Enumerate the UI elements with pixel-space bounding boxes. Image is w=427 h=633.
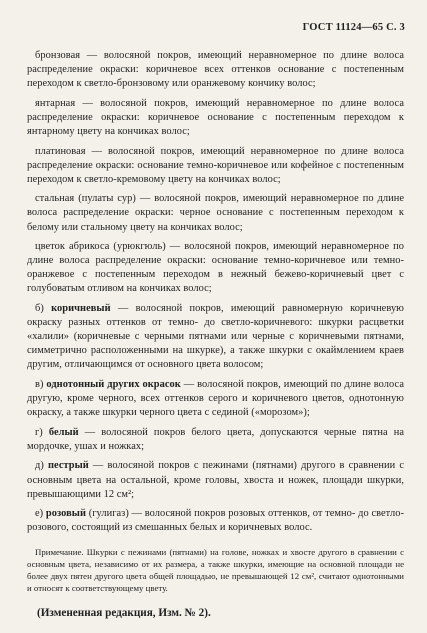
term: янтарная [35,97,76,109]
term: цветок абрикоса (урюкгюль) [35,241,166,253]
item-pink [27,507,404,535]
item-term: коричневый [51,303,111,314]
item-prefix: г) [35,426,43,438]
paragraph-platinum [27,145,404,187]
item-definition: — волосяной покров, имеющий по длине волоса другую, кроме черного, всех оттенков серого и коричневого цветов, однотонную окраску, а также шкурки черного цвета с сединой («морозом»); [27,378,404,419]
item-term: пестрый [48,460,89,472]
definition: — волосяной покров, имеющий неравномерное по длине волоса распределение окраски: черное основание с постепенным переходом к белому или стальному цвету на кончиках волос; [27,193,404,233]
item-single-tone [27,378,404,420]
page-header: ГОСТ 11124—65 С. 3 [302,22,405,33]
paragraph-steel [27,192,404,234]
term: стальная (пулаты сур) [35,193,136,205]
footnote-note: Примечание. Шкурки с пежинами (пятнами) на голове, ножках и хвосте другого в сравнении с основным цвета, независимо от их размера, а также шкурки, имеющие на основной площади не более двух пятен другого цвета общей площадью, не превышающей 12 см², считают однотонными и относят к соответствующему цвету. [27,547,404,593]
item-definition: — волосяной покров с пежинами (пятнами) другого в сравнении с основным цвета на остальной, кроме головы, хвоста и ножек, площади шкурки, превышающими 12 см²; [27,460,404,500]
item-term: розовый [45,508,87,520]
item-prefix: б) [35,303,44,314]
definition: — волосяной покров, имеющий неравномерное по длине волоса распределение окраски: основание темно-коричневое или темно-оранжевое с постепенным переходом в нежный бежево-коричневый цвет с голубоватым отливом на кончиках волос; [27,241,405,295]
item-term: однотонный других окрасок [46,378,181,390]
item-white [27,426,404,454]
item-prefix: е) [35,508,44,520]
term: платиновая [35,145,86,157]
document-body [27,49,404,619]
item-brown [27,302,404,372]
item-definition: (гулигаз) — волосяной покров розовых оттенков, от темно- до светло-розового, состоящий из смешанных белых и коричневых волос. [27,508,404,534]
item-term: белый [48,426,79,438]
item-prefix: в) [35,378,44,390]
definition: — волосяной покров, имеющий неравномерное по длине волоса распределение окраски: коричневое всех оттенков основание с постепенным переходом к светло-бронзовому или оранжевому кончику волос; [27,50,404,90]
edition-note: (Измененная редакция, Изм. № 2). [37,607,211,620]
item-definition: — волосяной покров, имеющий равномерную коричневую окраску разных оттенков от темно- до светло-коричневого: шкурки расцветки «халили» (коричневые с черными пятнами или черные с коричневыми пятнами, симметрично расположенными на шкурке), а также шкурки с окаймлением краев другим, отличающимся от основного цвета волосом; [27,303,404,371]
term: бронзовая [35,50,81,61]
definition: — волосяной покров, имеющий неравномерное по длине волоса распределение окраски: коричневое основание с постепенным переходом к янтарному цвету на кончиках волос; [27,97,404,137]
definition: — волосяной покров, имеющий неравномерное по длине волоса распределение окраски: основание темно-коричневое или кофейное с постепенным переходом к светло-кремовому цвету на кончиках волос; [27,145,404,185]
item-definition: — волосяной покров белого цвета, допускаются черные пятна на мордочке, ушах и ножках; [27,426,404,452]
paragraph-apricot [27,240,404,296]
item-piebald [27,459,404,501]
paragraph-bronze [27,49,404,91]
paragraph-amber [27,97,404,139]
item-prefix: д) [35,460,44,472]
